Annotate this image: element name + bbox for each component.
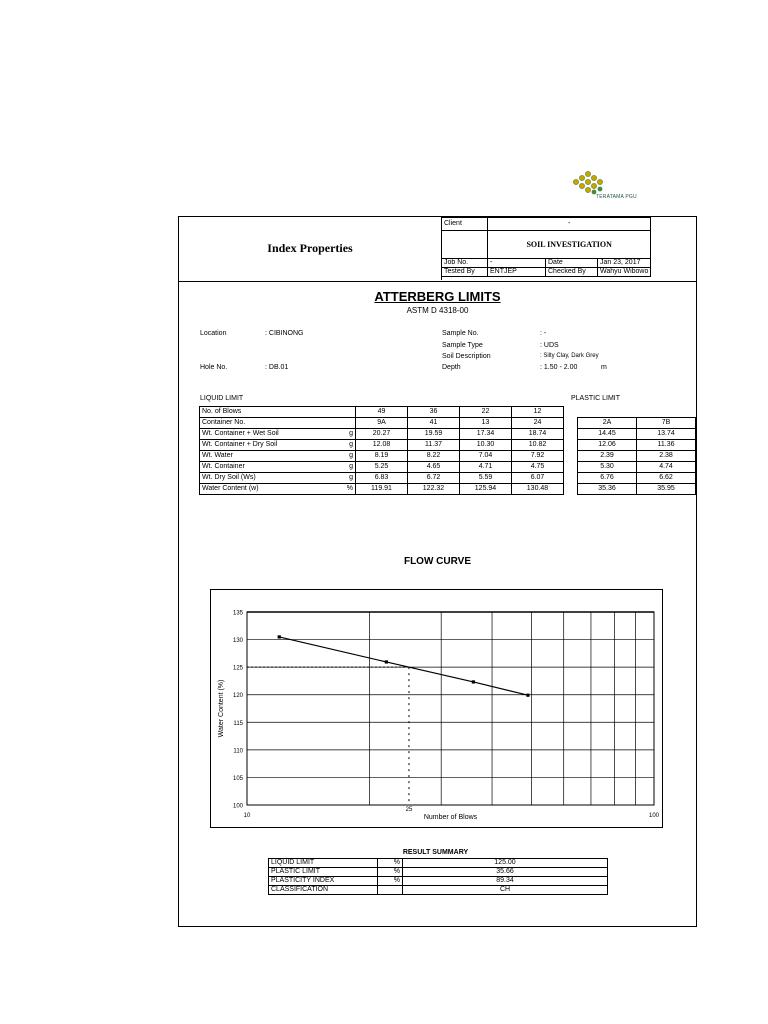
summary-row: [269, 886, 608, 895]
ll-cell: 6.83: [356, 473, 408, 484]
x-tick-label: 10: [243, 813, 251, 819]
table-row: [200, 484, 696, 495]
soil-desc-value: : Silty Clay, Dark Grey: [540, 353, 599, 359]
logo-icon: [568, 168, 663, 206]
ll-cell: 11.37: [408, 440, 460, 451]
pl-cell: 35.36: [578, 484, 637, 495]
summary-label: CLASSIFICATION: [269, 886, 378, 895]
row-label: Wt. Dry Soil (Ws): [200, 473, 344, 484]
row-label: Container No.: [200, 418, 344, 429]
y-tick-label: 110: [233, 748, 243, 755]
summary-label: LIQUID LIMIT: [269, 859, 378, 868]
gap-cell: [564, 484, 578, 495]
flow-curve-svg: [211, 590, 664, 829]
row-unit: g: [343, 440, 356, 451]
row-unit: g: [343, 429, 356, 440]
pl-cell: 13.74: [637, 429, 696, 440]
ll-cell: 10.30: [460, 440, 512, 451]
y-axis-label: Water Content (%): [218, 679, 225, 738]
pl-cell: 35.95: [637, 484, 696, 495]
row-label: Wt. Container: [200, 462, 344, 473]
ll-cell: 125.94: [460, 484, 512, 495]
summary-label: PLASTIC LIMIT: [269, 868, 378, 877]
sample-type-value: : UDS: [540, 342, 559, 349]
pl-cell: 12.06: [578, 440, 637, 451]
gap-cell: [564, 451, 578, 462]
gap-cell: [564, 440, 578, 451]
ll-cell: 130.48: [512, 484, 564, 495]
page-title: Index Properties: [179, 217, 442, 280]
header-spacer: [442, 231, 488, 259]
y-tick-label: 125: [232, 665, 243, 672]
ll-cell: 10.82: [512, 440, 564, 451]
summary-row: [269, 859, 608, 868]
hole-value: : DB.01: [265, 364, 289, 371]
table-row: [200, 418, 696, 429]
x-axis-label: Number of Blows: [423, 814, 478, 821]
y-tick-label: 130: [232, 638, 243, 645]
checked-label: Checked By: [546, 268, 598, 277]
row-label: Wt. Water: [200, 451, 344, 462]
flow-curve-chart: [210, 589, 663, 828]
data-point: [278, 635, 281, 638]
liquid-limit-label: LIQUID LIMIT: [200, 395, 244, 402]
flow-curve-line: [279, 637, 528, 695]
ll-cell: 24: [512, 418, 564, 429]
ll-cell: 22: [460, 407, 512, 418]
summary-row: [269, 868, 608, 877]
ll-cell: 122.32: [408, 484, 460, 495]
row-unit: g: [343, 451, 356, 462]
pl-cell: 11.36: [637, 440, 696, 451]
ll-cell: 8.22: [408, 451, 460, 462]
summary-value: 35.66: [403, 868, 608, 877]
y-tick-label: 135: [232, 610, 243, 617]
pl-cell: 6.62: [637, 473, 696, 484]
summary-unit: %: [378, 868, 403, 877]
report-title: ATTERBERG LIMITS: [374, 289, 501, 304]
ll-cell: 6.07: [512, 473, 564, 484]
gap-cell: [564, 473, 578, 484]
summary-value: CH: [403, 886, 608, 895]
depth-unit: m: [601, 364, 607, 371]
ll-cell: 18.74: [512, 429, 564, 440]
pl-cell: 2A: [578, 418, 637, 429]
location-value: : CIBINONG: [265, 330, 304, 337]
summary-unit: [378, 886, 403, 895]
ll-cell: 4.75: [512, 462, 564, 473]
sample-type-label: Sample Type: [442, 342, 483, 349]
y-tick-label: 105: [232, 775, 243, 782]
date-value: Jan 23, 2017: [598, 259, 651, 268]
location-label: Location: [200, 330, 227, 337]
header-block: [179, 217, 696, 282]
summary-unit: %: [378, 877, 403, 886]
pl-cell: 6.76: [578, 473, 637, 484]
ll-cell: 8.19: [356, 451, 408, 462]
ll-cell: 119.91: [356, 484, 408, 495]
sample-no-value: : -: [540, 330, 547, 337]
table-row: [200, 429, 696, 440]
row-unit: %: [343, 484, 356, 495]
data-point: [526, 694, 529, 697]
pl-cell: 2.39: [578, 451, 637, 462]
ll-cell: 17.34: [460, 429, 512, 440]
y-tick-label: 120: [232, 693, 243, 700]
ll-cell: 49: [356, 407, 408, 418]
sample-no-label: Sample No.: [442, 330, 479, 337]
gap-cell: [564, 418, 578, 429]
summary-label: PLASTICITY INDEX: [269, 877, 378, 886]
table-row: [200, 440, 696, 451]
table-row: [200, 407, 696, 418]
row-label: Wt. Container + Wet Soil: [200, 429, 344, 440]
summary-value: 89.34: [403, 877, 608, 886]
atterberg-data-table: [199, 406, 696, 495]
job-label: Job No.: [442, 259, 488, 268]
ll-cell: 4.65: [408, 462, 460, 473]
ll-cell: 7.04: [460, 451, 512, 462]
depth-label: Depth: [442, 364, 461, 371]
x-tick-label: 100: [648, 813, 660, 819]
logo-text: TERATAMA PGU: [596, 194, 637, 200]
summary-value: 125.00: [403, 859, 608, 868]
y-tick-label: 115: [233, 720, 243, 727]
ll-cell: 4.71: [460, 462, 512, 473]
ll-cell: 7.92: [512, 451, 564, 462]
plot-area: [247, 612, 654, 805]
table-row: [200, 473, 696, 484]
row-unit: g: [343, 462, 356, 473]
client-value: -: [488, 218, 651, 231]
depth-value: : 1.50 - 2.00: [540, 364, 578, 371]
client-label: Client: [442, 218, 488, 231]
summary-unit: %: [378, 859, 403, 868]
project-name: SOIL INVESTIGATION: [488, 231, 651, 259]
ll-cell: 5.59: [460, 473, 512, 484]
x-tick-label: 25: [405, 807, 413, 813]
pl-cell: [637, 407, 696, 418]
row-label: Wt. Container + Dry Soil: [200, 440, 344, 451]
date-label: Date: [546, 259, 598, 268]
data-point: [385, 660, 388, 663]
pl-cell: 14.45: [578, 429, 637, 440]
gap-cell: [564, 407, 578, 418]
company-logo: [568, 168, 663, 206]
plastic-limit-label: PLASTIC LIMIT: [571, 395, 621, 402]
ll-cell: 6.72: [408, 473, 460, 484]
ll-cell: 13: [460, 418, 512, 429]
gap-cell: [564, 462, 578, 473]
job-value: -: [488, 259, 546, 268]
tested-value: ENTJEP: [488, 268, 546, 277]
soil-desc-label: Soil Description: [442, 353, 491, 360]
pl-cell: 2.38: [637, 451, 696, 462]
header-info-table: [441, 217, 651, 277]
report-standard: ASTM D 4318-00: [406, 306, 469, 315]
chart-title: FLOW CURVE: [403, 556, 472, 567]
table-row: [200, 462, 696, 473]
pl-cell: 4.74: [637, 462, 696, 473]
ll-cell: 5.25: [356, 462, 408, 473]
ll-cell: 41: [408, 418, 460, 429]
table-row: [200, 451, 696, 462]
pl-cell: 7B: [637, 418, 696, 429]
ll-cell: 36: [408, 407, 460, 418]
result-summary-table: [268, 858, 608, 895]
ll-cell: 19.59: [408, 429, 460, 440]
pl-cell: 5.30: [578, 462, 637, 473]
hole-label: Hole No.: [200, 364, 228, 371]
summary-row: [269, 877, 608, 886]
ll-cell: 12.08: [356, 440, 408, 451]
row-unit: g: [343, 473, 356, 484]
ll-cell: 12: [512, 407, 564, 418]
ll-cell: 9A: [356, 418, 408, 429]
checked-value: Wahyu Wibowo: [598, 268, 651, 277]
row-unit: [343, 418, 356, 429]
summary-title: RESULT SUMMARY: [402, 849, 469, 856]
tested-label: Tested By: [442, 268, 488, 277]
pl-cell: [578, 407, 637, 418]
row-label: No. of Blows: [200, 407, 344, 418]
row-label: Water Content (w): [200, 484, 344, 495]
ll-cell: 20.27: [356, 429, 408, 440]
data-point: [472, 680, 475, 683]
gap-cell: [564, 429, 578, 440]
y-tick-label: 100: [232, 803, 243, 810]
row-unit: [343, 407, 356, 418]
